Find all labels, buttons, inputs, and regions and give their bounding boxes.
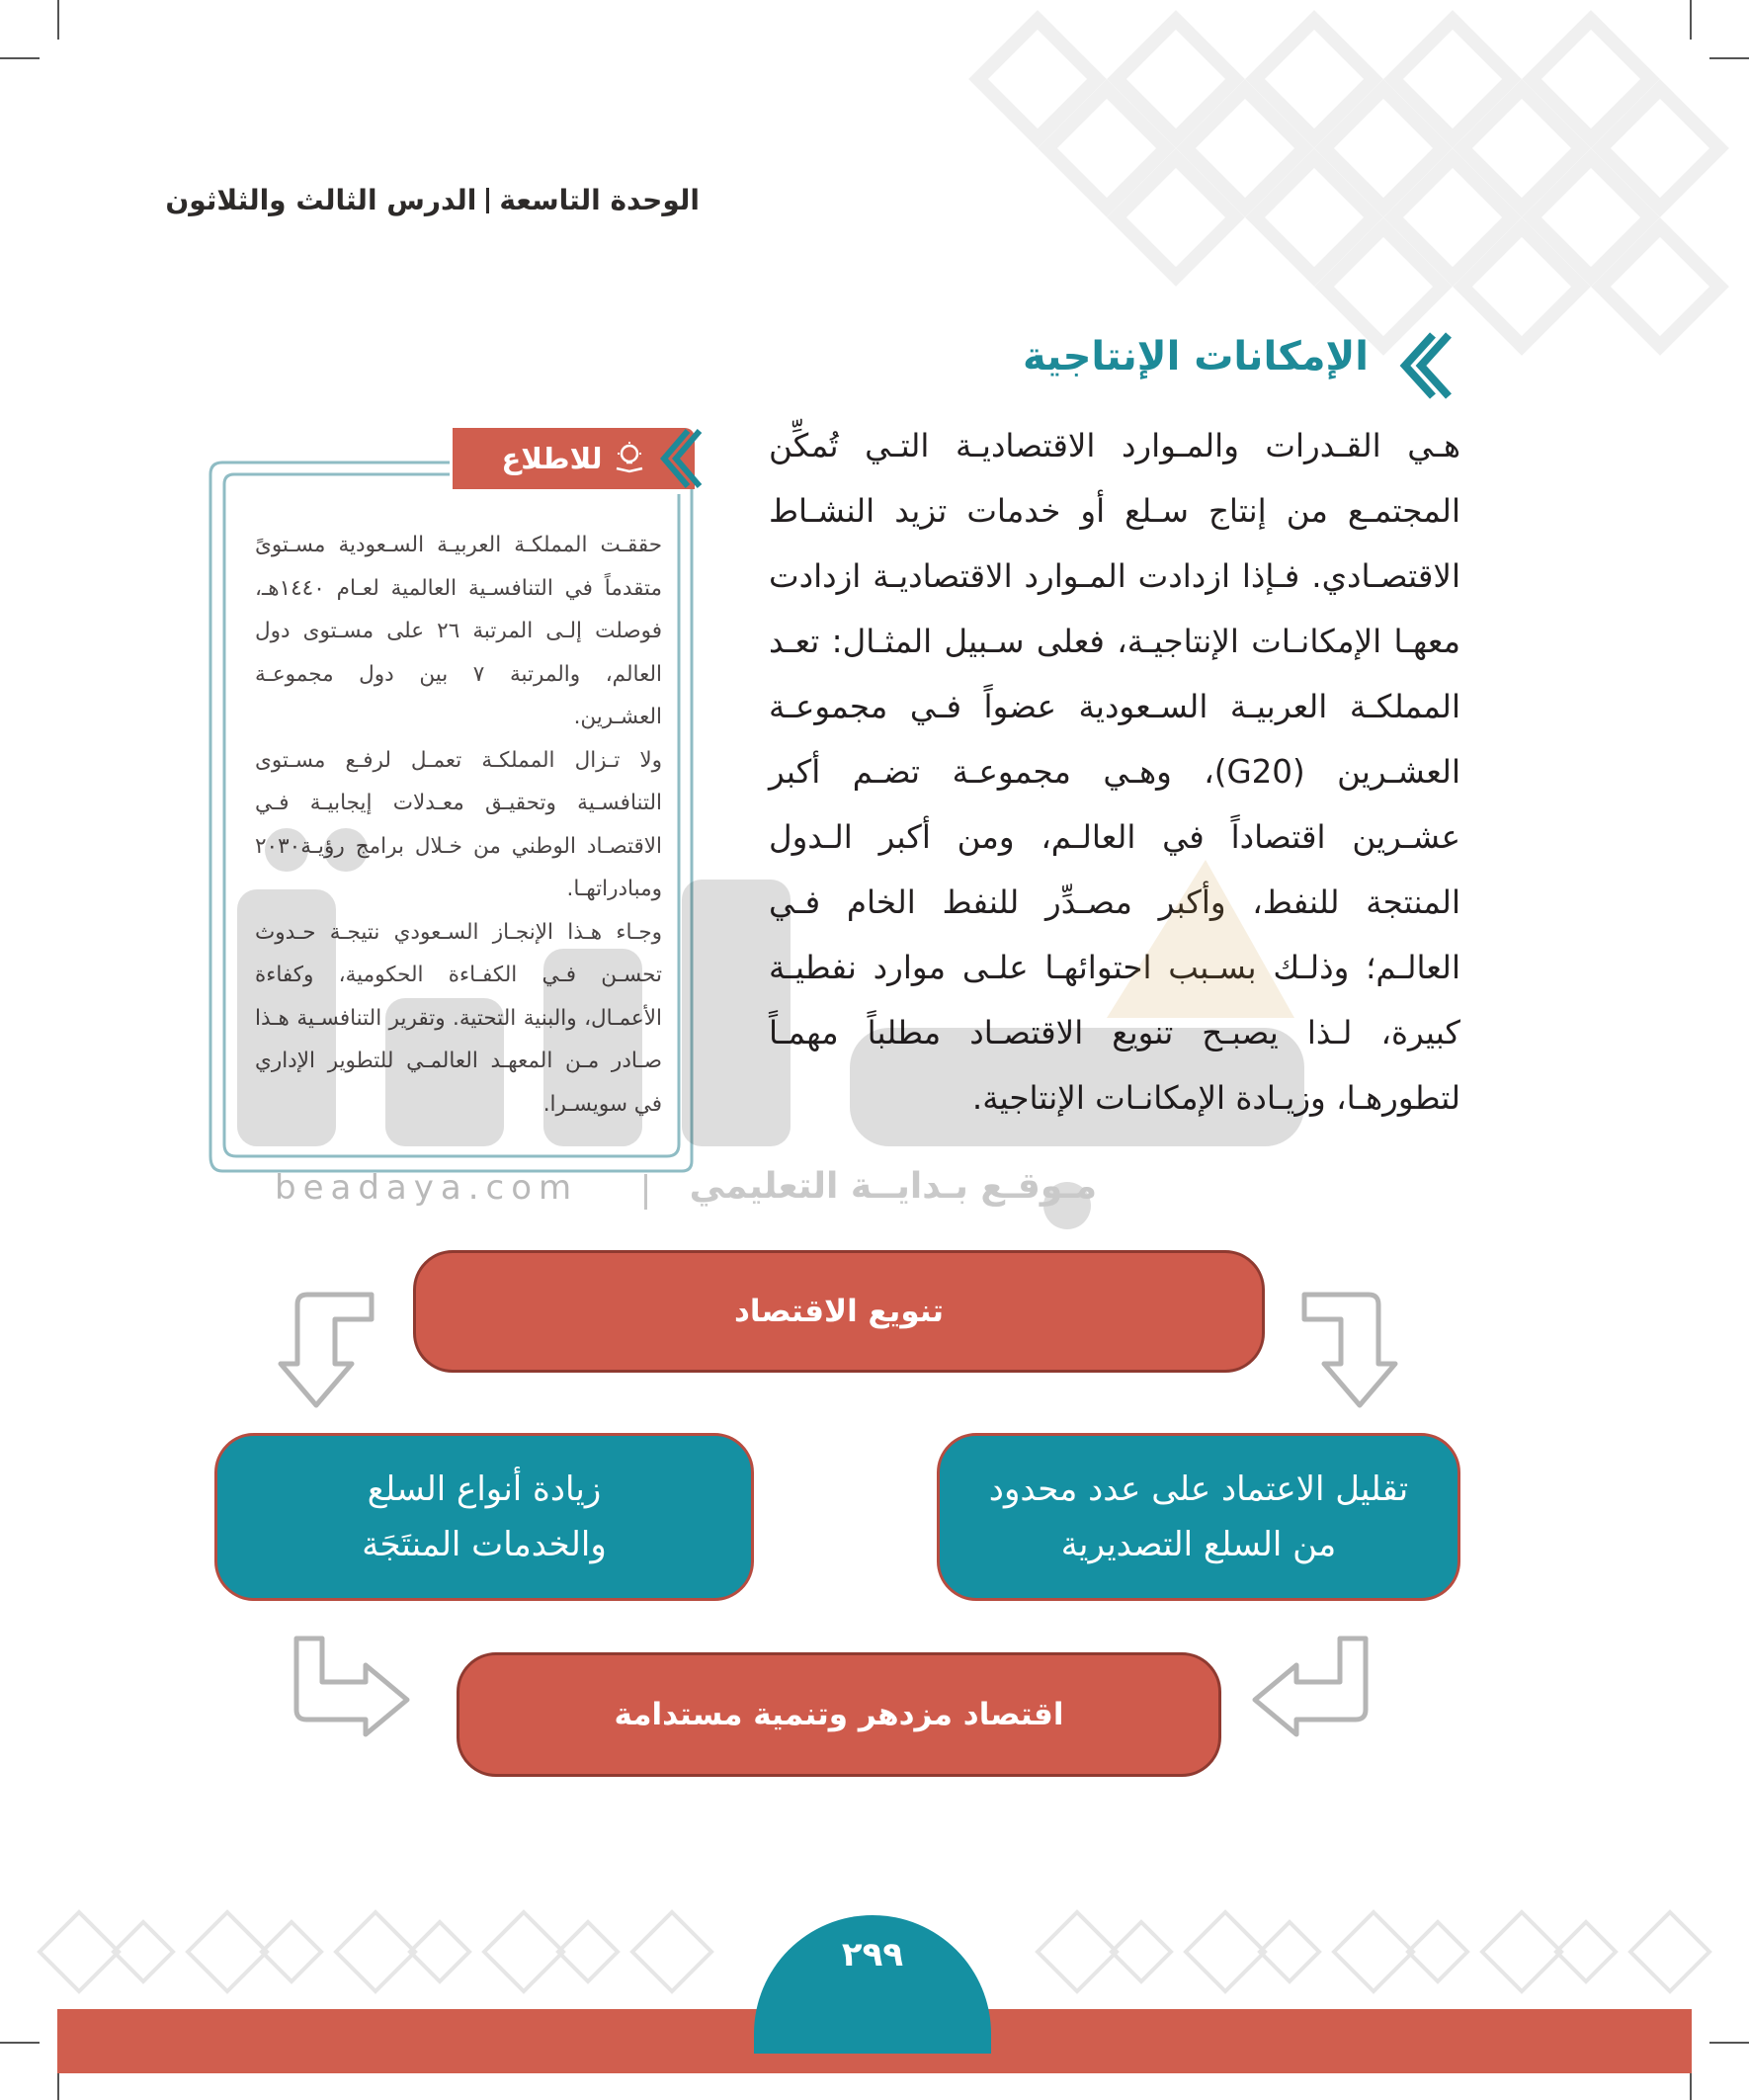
section-title: الإمكانات الإنتاجية <box>1023 334 1369 379</box>
section-body: هـي القـدرات والمـوارد الاقتصاديـة التـي تُمكِّن المجتمـع من إنتاج سـلع أو خدمات تزيد النشـاط الاقتصـادي. فـإذا ازدادت المـوارد الاقتصاديـة ازدادت معهـا الإمكانـات الإنتاجيـة، فعلى سـبيل المثـال: تعـد المملكـة العربيـة السـعودية عضواً فـي مجموعـة العشـرين (G20)، وهـي مجموعـة تضـم أكبر عشـرين اقتصاداً في العالـم، ومن أكبر الـدول المنتجة للنفط، وأكبر مصـدِّر للنفط الخام فـي العالـم؛ وذلـك بسـبب احتوائهـا علـى موارد نفطيـة كبيرة، لـذا يصبـح تنويع الاقتصـاد مطلباً مهمـاً لتطورهـا، وزيـادة الإمكانـات الإنتاجية. <box>769 427 1460 1117</box>
lesson-label: الدرس الثالث والثلاثون <box>165 184 477 216</box>
double-chevron-icon <box>1372 331 1460 400</box>
diagram-right-line: من السلع التصديرية <box>1060 1525 1337 1564</box>
diagram-right-box <box>937 1433 1460 1601</box>
info-paragraph: ولا تـزال المملكـة تعمـل لرفـع مسـتوى التنافسـية وتحقيـق معـدلات إيجابيـة فـي الاقتصـاد الوطني من خـلال برامج رؤيـة٢٠٣٠ ومبادراتهـا. <box>255 747 662 901</box>
curved-arrow-down-icon <box>273 1285 391 1413</box>
lightbulb-book-icon <box>613 434 646 495</box>
crop-mark <box>1709 57 1749 59</box>
info-box-text <box>255 524 662 1126</box>
diagram-left-box <box>214 1433 754 1601</box>
curved-arrow-left-icon <box>1247 1631 1375 1739</box>
page-number: ٢٩٩ <box>841 1935 904 1974</box>
page-header <box>165 184 700 216</box>
diagram-bottom-label: اقتصاد مزدهر وتنمية مستدامة <box>614 1697 1064 1732</box>
info-tab-label: للاطلاع <box>501 442 603 475</box>
info-paragraph: وجـاء هـذا الإنجـاز السـعودي نتيجـة حـدوث تحسـن فـي الكفـاءة الحكومية، وكفاءة الأعمـال، والبنية التحتية. وتقرير التنافسـية هـذا صـادر مـن المعهـد العالمـي للتطوير الإداري في سويسـرا. <box>255 919 662 1117</box>
double-chevron-icon <box>660 427 706 490</box>
watermark-separator <box>644 1174 647 1210</box>
crop-mark <box>57 0 59 40</box>
diagram-right-line: تقليل الاعتماد على عدد محدود <box>988 1470 1409 1509</box>
diagram-top-box <box>413 1250 1265 1373</box>
curved-arrow-down-icon <box>1285 1285 1403 1413</box>
crop-mark <box>1690 0 1692 40</box>
crop-mark <box>0 57 40 59</box>
diagram-left-line: والخدمات المنتَجَة <box>362 1525 607 1564</box>
diagram-top-label: تنويع الاقتصاد <box>733 1294 945 1329</box>
curved-arrow-right-icon <box>287 1631 415 1739</box>
crop-mark <box>1709 2042 1749 2044</box>
unit-label: الوحدة التاسعة <box>499 184 700 216</box>
header-separator <box>486 188 489 213</box>
crop-mark <box>0 2042 40 2044</box>
info-paragraph: حققـت المملكـة العربيـة السـعودية مسـتوىً متقدماً في التنافسـية العالمية لعـام ١٤٤٠هـ، فوصلت إلـى المرتبة ٢٦ على مسـتوى دول العالم، والمرتبة ٧ بين دول مجموعـة العشـرين. <box>255 533 662 729</box>
watermark-url: beadaya.com <box>275 1168 579 1208</box>
info-box-tab <box>453 428 695 489</box>
watermark-site-name: مـوقـع بـدايــة التعليمي <box>689 1166 1097 1207</box>
diagram-left-line: زيادة أنواع السلع <box>367 1470 602 1509</box>
diagram-bottom-box <box>457 1652 1221 1777</box>
